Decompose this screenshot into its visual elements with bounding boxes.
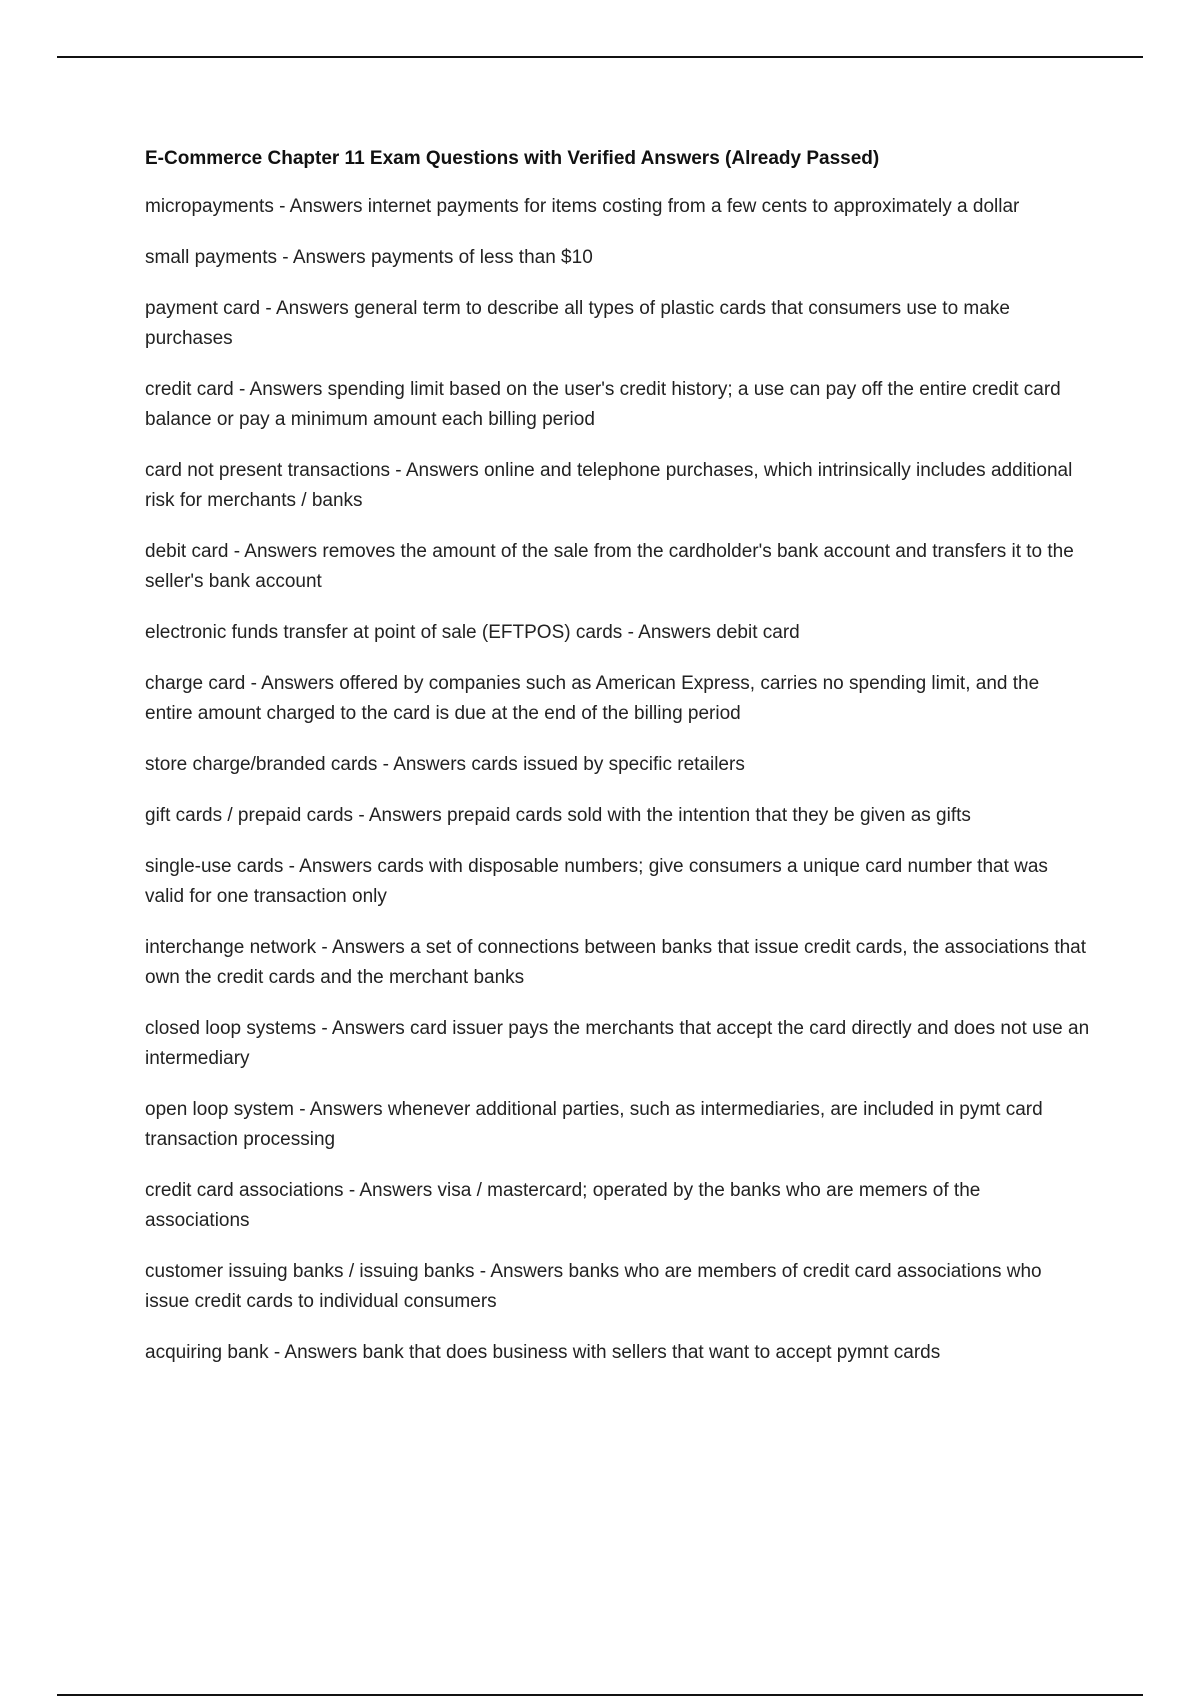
entry-open-loop: open loop system - Answers whenever additional parties, such as intermediaries, are included in pymt card transaction processing: [145, 1099, 1043, 1150]
entry-interchange-network: interchange network - Answers a set of connections between banks that issue credit cards, the associations that own the credit cards and the merchant banks: [145, 937, 1087, 988]
entry-closed-loop: closed loop systems - Answers card issuer pays the merchants that accept the card directly and does not use an intermediary: [145, 1018, 1090, 1069]
document-body: [145, 144, 1090, 1389]
header-rule: [57, 56, 1143, 58]
footer-rule: [57, 1694, 1143, 1696]
entry-acquiring-bank: acquiring bank - Answers bank that does business with sellers that want to accept pymnt cards: [145, 1342, 941, 1363]
entry-single-use-cards: single-use cards - Answers cards with disposable numbers; give consumers a unique card number that was valid for one transaction only: [145, 856, 1048, 907]
entry-charge-card: charge card - Answers offered by companies such as American Express, carries no spending limit, and the entire amount charged to the card is due at the end of the billing period: [145, 673, 1040, 724]
entry-small-payments: small payments - Answers payments of less than $10: [145, 247, 593, 268]
entry-gift-cards: gift cards / prepaid cards - Answers prepaid cards sold with the intention that they be given as gifts: [145, 805, 971, 826]
entry-store-charge: store charge/branded cards - Answers cards issued by specific retailers: [145, 754, 745, 775]
entry-issuing-banks: customer issuing banks / issuing banks - Answers banks who are members of credit card associations who issue credit cards to individual consumers: [145, 1261, 1042, 1312]
entry-credit-card-associations: credit card associations - Answers visa / mastercard; operated by the banks who are memers of the associations: [145, 1180, 981, 1231]
document-title: E-Commerce Chapter 11 Exam Questions with Verified Answers (Already Passed): [145, 148, 880, 169]
entry-card-not-present: card not present transactions - Answers online and telephone purchases, which intrinsically includes additional risk for merchants / banks: [145, 460, 1073, 511]
entry-micropayments: micropayments - Answers internet payments for items costing from a few cents to approximately a dollar: [145, 196, 1020, 217]
entry-payment-card: payment card - Answers general term to describe all types of plastic cards that consumers use to make purchases: [145, 298, 1010, 349]
entry-debit-card: debit card - Answers removes the amount of the sale from the cardholder's bank account and transfers it to the seller's bank account: [145, 541, 1074, 592]
entry-eftpos: electronic funds transfer at point of sale (EFTPOS) cards - Answers debit card: [145, 622, 800, 643]
entry-credit-card: credit card - Answers spending limit based on the user's credit history; a use can pay off the entire credit card balance or pay a minimum amount each billing period: [145, 379, 1061, 430]
